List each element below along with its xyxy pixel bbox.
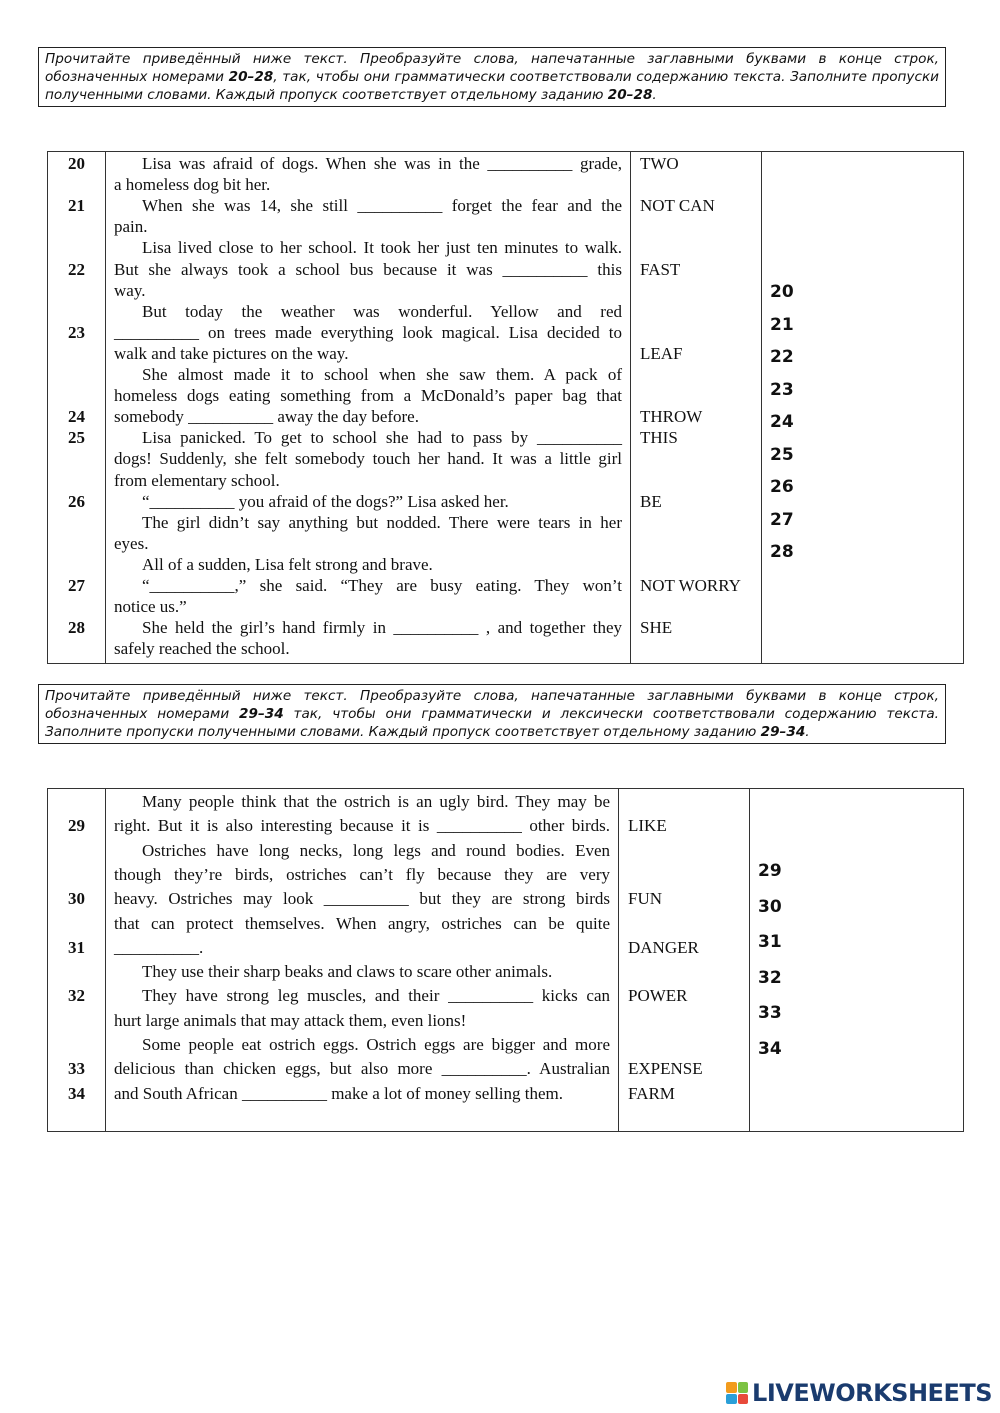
passage-text xyxy=(114,512,622,533)
base-word: NOT WORRY xyxy=(640,576,741,595)
text-line xyxy=(48,1057,963,1081)
instruction-text: , так, чтобы они грамматически соответствовали содержанию текста. Заполните пропуски полученными словами. Каждый пропуск соответствует отдельному заданию xyxy=(45,69,939,103)
instruction-box-2: Прочитайте приведённый ниже текст. Преобразуйте слова, напечатанные заглавными буквами в конце строк, обозначенных номерами 29–34 так, чтобы они грамматически и лексически соответствовали содержанию текста. Заполните пропуски полученными словами. Каждый пропуск соответствует отдельному заданию 29–34. xyxy=(38,684,946,744)
passage-line: homeless dogs eating something from a McDonald’s paper bag that xyxy=(114,386,622,406)
passage-line: Lisa was afraid of dogs. When she was in the __________ grade, xyxy=(142,154,622,173)
base-word: TWO xyxy=(640,154,679,173)
passage-line: eyes. xyxy=(114,533,149,553)
text-line xyxy=(48,790,963,814)
passage-line: “__________,” she said. “They are busy eating. They won’t xyxy=(142,576,622,595)
text-line xyxy=(48,322,963,343)
answer-field-28[interactable]: 28 xyxy=(770,542,794,562)
passage-text xyxy=(114,575,622,596)
passage-text xyxy=(114,863,610,887)
passage-line: somebody __________ away the day before. xyxy=(114,407,419,427)
text-line xyxy=(48,195,963,216)
task-number: 20 xyxy=(68,154,85,173)
text-line xyxy=(48,364,963,385)
passage-line: a homeless dog bit her. xyxy=(114,175,271,195)
task-number: 32 xyxy=(68,986,85,1006)
text-line xyxy=(48,814,963,838)
passage-line: Some people eat ostrich eggs. Ostrich eggs are bigger and more xyxy=(142,1035,610,1054)
passage-line: She almost made it to school when she saw them. A pack of xyxy=(142,365,622,384)
task-range: 29–34 xyxy=(239,706,284,722)
passage-line: They have strong leg muscles, and their __________ kicks can xyxy=(142,986,610,1006)
text-line xyxy=(48,343,963,364)
passage-text xyxy=(114,839,610,863)
base-word: FARM xyxy=(628,1083,675,1103)
base-word: EXPENSE xyxy=(628,1059,703,1079)
passage-line: Many people think that the ostrich is an ugly bird. They may be xyxy=(142,792,610,811)
passage-text xyxy=(114,195,622,216)
text-line xyxy=(48,406,963,427)
passage-line: hurt large animals that may attack them, even lions! xyxy=(114,1010,467,1030)
answer-field-25[interactable]: 25 xyxy=(770,444,794,465)
answer-field-22[interactable]: 22 xyxy=(770,347,794,367)
passage-text xyxy=(114,596,622,617)
task-number: 26 xyxy=(68,491,85,511)
text-line xyxy=(48,491,963,512)
task-number: 33 xyxy=(68,1059,85,1079)
passage-text xyxy=(114,936,610,960)
text-line xyxy=(48,259,963,280)
passage-line: notice us.” xyxy=(114,597,187,617)
task-number: 22 xyxy=(68,259,85,279)
passage-line: and South African __________ make a lot of money selling them. xyxy=(114,1083,564,1103)
task-table-20-28 xyxy=(47,151,964,664)
instruction-text: Прочитайте приведённый ниже текст. Преобразуйте слова, напечатанные заглавными буквами в конце строк, обозначенных номерами xyxy=(45,688,939,722)
text-line xyxy=(48,1082,963,1106)
passage-text xyxy=(114,554,622,575)
passage-line: that can protect themselves. When angry, ostriches can be quite xyxy=(114,913,610,933)
answer-field-31[interactable]: 31 xyxy=(758,932,782,952)
passage-text xyxy=(114,1033,610,1057)
text-line xyxy=(48,863,963,887)
passage-text xyxy=(114,533,622,554)
answer-field-20[interactable]: 20 xyxy=(770,282,794,302)
passage-text xyxy=(114,364,622,385)
text-line xyxy=(48,174,963,195)
base-word: BE xyxy=(640,491,662,511)
logo-mark-icon xyxy=(726,1382,748,1404)
base-word: FAST xyxy=(640,259,681,279)
task-number: 29 xyxy=(68,816,85,836)
passage-line: pain. xyxy=(114,217,148,237)
passage-text xyxy=(114,448,622,469)
passage-line: way. xyxy=(114,280,146,300)
passage-text xyxy=(114,470,622,491)
text-line xyxy=(48,638,963,659)
base-word: THROW xyxy=(640,407,703,427)
passage-text xyxy=(114,427,622,448)
task-number: 25 xyxy=(68,428,85,448)
base-word: FUN xyxy=(628,889,663,909)
task-range: 29–34 xyxy=(760,724,806,740)
text-line xyxy=(48,617,963,638)
text-line xyxy=(48,385,963,406)
text-line xyxy=(48,301,963,322)
base-word: LEAF xyxy=(640,343,683,363)
text-line xyxy=(48,427,963,448)
passage-line: Ostriches have long necks, long legs and round bodies. Even xyxy=(142,840,610,860)
base-word: POWER xyxy=(628,986,688,1006)
base-word: DANGER xyxy=(628,937,699,957)
passage-text xyxy=(114,1057,610,1081)
passage-line: When she was 14, she still __________ forget the fear and the xyxy=(142,196,622,216)
passage-line: __________. xyxy=(114,937,204,957)
passage-line: “__________ you afraid of the dogs?” Lisa asked her. xyxy=(142,491,509,511)
text-line xyxy=(48,153,963,174)
base-word: THIS xyxy=(640,428,678,448)
task-number: 24 xyxy=(68,407,85,427)
liveworksheets-logo xyxy=(726,1379,992,1407)
text-line xyxy=(48,575,963,596)
passage-text xyxy=(114,406,622,427)
passage-line: They use their sharp beaks and claws to scare other animals. xyxy=(142,962,553,982)
passage-text xyxy=(114,259,622,280)
passage-line: The girl didn’t say anything but nodded. There were tears in her xyxy=(142,512,622,532)
passage-line: But she always took a school bus because it was __________ this xyxy=(114,259,622,279)
text-line xyxy=(48,912,963,936)
passage-text xyxy=(114,153,622,174)
answer-field-26[interactable]: 26 xyxy=(770,477,794,497)
passage-line: safely reached the school. xyxy=(114,639,290,659)
passage-text xyxy=(114,301,622,322)
passage-text xyxy=(114,1009,610,1033)
answer-field-29[interactable]: 29 xyxy=(758,861,782,881)
passage-line: right. But it is also interesting because it is __________ other birds. xyxy=(114,816,610,836)
task-number: 28 xyxy=(68,618,85,638)
passage-text xyxy=(114,638,622,659)
answer-field-21[interactable]: 21 xyxy=(770,314,794,335)
base-word: LIKE xyxy=(628,816,667,836)
passage-text xyxy=(114,174,622,195)
task-number: 31 xyxy=(68,937,85,957)
passage-text xyxy=(114,1082,610,1106)
text-line xyxy=(48,984,963,1008)
task-range: 20–28 xyxy=(228,69,274,85)
answer-field-34[interactable]: 34 xyxy=(758,1038,782,1059)
passage-text xyxy=(114,237,622,258)
task-number: 23 xyxy=(68,322,85,342)
text-line xyxy=(48,936,963,960)
passage-text xyxy=(114,280,622,301)
task-table-29-34 xyxy=(47,788,964,1132)
passage-text xyxy=(114,491,622,512)
passage-line: delicious than chicken eggs, but also more __________. Australian xyxy=(114,1059,610,1079)
base-word: SHE xyxy=(640,618,673,638)
text-line xyxy=(48,839,963,863)
passage-line: Lisa lived close to her school. It took her just ten minutes to walk. xyxy=(142,238,622,258)
passage-line: dogs! Suddenly, she felt somebody touch her hand. It was a little girl xyxy=(114,449,622,469)
answer-field-23[interactable]: 23 xyxy=(770,379,794,400)
passage-line: Lisa panicked. To get to school she had to pass by __________ xyxy=(142,428,622,448)
task-range: 20–28 xyxy=(607,87,653,103)
passage-line: But today the weather was wonderful. Yellow and red xyxy=(142,301,622,321)
passage-text xyxy=(114,216,622,237)
text-line xyxy=(48,960,963,984)
task-number: 34 xyxy=(68,1083,85,1103)
passage-line: from elementary school. xyxy=(114,470,280,490)
text-line xyxy=(48,596,963,617)
task-number: 27 xyxy=(68,576,85,595)
passage-text xyxy=(114,887,610,911)
base-word: NOT CAN xyxy=(640,196,715,216)
passage-text xyxy=(114,814,610,838)
text-line xyxy=(48,280,963,301)
text-line xyxy=(48,1009,963,1033)
passage-text xyxy=(114,960,610,984)
passage-text xyxy=(114,343,622,364)
passage-text xyxy=(114,984,610,1008)
text-line xyxy=(48,554,963,575)
passage-line: walk and take pictures on the way. xyxy=(114,343,349,363)
instruction-text: так, чтобы они грамматически и лексически соответствовали содержанию текста. Заполните пропуски полученными словами. Каждый пропуск соответствует отдельному заданию xyxy=(45,706,939,740)
text-line xyxy=(48,533,963,554)
passage-line: She held the girl’s hand firmly in __________ , and together they xyxy=(142,618,622,638)
text-line xyxy=(48,448,963,469)
answer-field-33[interactable]: 33 xyxy=(758,1003,782,1023)
logo-text: LIVEWORKSHEETS xyxy=(752,1379,992,1407)
text-line xyxy=(48,470,963,491)
answer-field-27[interactable]: 27 xyxy=(770,509,794,530)
answer-field-32[interactable]: 32 xyxy=(758,967,782,988)
passage-text xyxy=(114,790,610,814)
passage-line: though they’re birds, ostriches can’t fly because they are very xyxy=(114,864,610,884)
text-line xyxy=(48,887,963,911)
passage-line: heavy. Ostriches may look __________ but they are strong birds xyxy=(114,889,610,909)
text-line xyxy=(48,216,963,237)
text-line xyxy=(48,1033,963,1057)
instruction-text: Прочитайте приведённый ниже текст. Преобразуйте слова, напечатанные заглавными буквами в конце строк, обозначенных номерами xyxy=(45,51,939,85)
passage-line: All of a sudden, Lisa felt strong and brave. xyxy=(142,554,433,574)
text-line xyxy=(48,509,963,533)
instruction-box-1: Прочитайте приведённый ниже текст. Преобразуйте слова, напечатанные заглавными буквами в конце строк, обозначенных номерами 20–28, так, чтобы они грамматически соответствовали содержанию текста. Заполните пропуски полученными словами. Каждый пропуск соответствует отдельному заданию 20–28. xyxy=(38,47,946,107)
answer-field-30[interactable]: 30 xyxy=(758,896,782,917)
task-number: 30 xyxy=(68,889,85,909)
passage-text xyxy=(114,322,622,343)
passage-text xyxy=(114,912,610,936)
passage-text xyxy=(114,617,622,638)
passage-line: __________ on trees made everything look magical. Lisa decided to xyxy=(114,322,622,342)
answer-field-24[interactable]: 24 xyxy=(770,412,794,432)
text-line xyxy=(48,237,963,258)
passage-text xyxy=(114,385,622,406)
task-number: 21 xyxy=(68,196,85,216)
